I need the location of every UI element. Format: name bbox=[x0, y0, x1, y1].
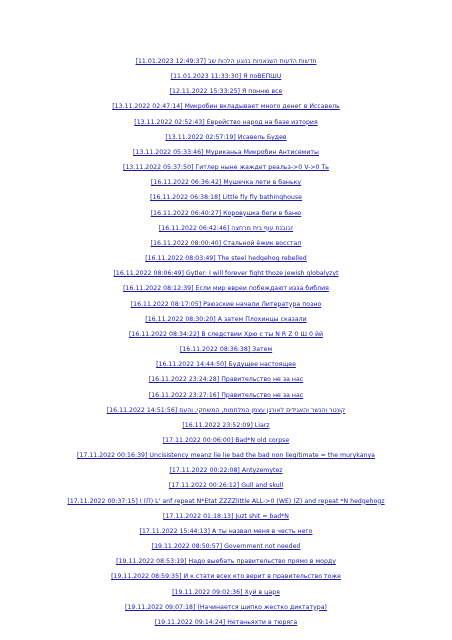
entry-timestamp: [13.11.2022 02:52:43] bbox=[134, 118, 205, 126]
entry-title: זבובנת עוף בית מרחצה bbox=[231, 224, 294, 232]
entry-title: Хуй в царя bbox=[244, 588, 280, 596]
entry-timestamp: [19.11.2022 09:07:18] bbox=[125, 603, 196, 611]
list-item bbox=[0, 233, 452, 247]
entry-link[interactable] bbox=[107, 407, 345, 414]
list-item bbox=[0, 112, 452, 126]
entry-timestamp: [16.11.2022 08:34:22] bbox=[128, 330, 200, 338]
entry-link[interactable] bbox=[171, 73, 282, 80]
entry-title: Antyzemytez bbox=[241, 467, 283, 475]
entry-timestamp: [16.11.2022 08:00:40] bbox=[150, 239, 222, 247]
list-item bbox=[0, 521, 452, 535]
entry-title: Мушечка лети в баньку bbox=[223, 179, 302, 187]
list-item bbox=[0, 339, 452, 353]
list-item bbox=[0, 203, 452, 217]
entry-timestamp: [16.11.2022 08:30:20] bbox=[145, 315, 216, 323]
entry-timestamp: [19.11.2022 09:14:24] bbox=[154, 618, 226, 626]
entry-timestamp: [12.11.2022 15:33:25] bbox=[169, 88, 240, 96]
entry-title: Gytler: I will forever fight thoze jewish globalyzyt bbox=[185, 270, 339, 278]
list-item bbox=[0, 475, 452, 489]
entry-timestamp: [16.11.2022 23:27:16] bbox=[148, 391, 220, 399]
entry-link[interactable] bbox=[116, 558, 336, 565]
entry-title: Надо выебать правительство прямо в морду bbox=[188, 558, 336, 566]
entry-link[interactable] bbox=[134, 119, 317, 126]
list-item bbox=[0, 157, 452, 171]
entry-link[interactable] bbox=[151, 240, 302, 247]
list-item bbox=[0, 536, 452, 550]
list-item bbox=[0, 612, 452, 626]
entry-link[interactable] bbox=[136, 58, 317, 65]
list-item bbox=[0, 248, 452, 262]
list-item bbox=[0, 172, 452, 186]
entry-title: Еврейство народ на базе изтория bbox=[206, 118, 318, 126]
entry-timestamp: [17.11.2022 00:06:00] bbox=[162, 437, 234, 444]
entry-title: Bad*N old corpse bbox=[235, 437, 290, 444]
entry-title: Uncisistency meanz lie lie bad the bad non liegitimate = the murykanya bbox=[149, 452, 375, 460]
entry-title: Правительство не за нас bbox=[221, 376, 304, 384]
entry-link[interactable] bbox=[170, 88, 283, 95]
entry-timestamp: [19.11.2022 08:53:19] bbox=[116, 558, 187, 566]
list-item bbox=[0, 385, 452, 399]
entry-link[interactable] bbox=[172, 589, 280, 596]
entry-title: (Начинается шипко жестко диктатура) bbox=[197, 603, 327, 611]
list-item bbox=[0, 491, 452, 505]
entry-timestamp: [13.11.2022 02:47:14] bbox=[112, 103, 183, 111]
entry-timestamp: [16.11.2022 23:52:09] bbox=[182, 421, 253, 429]
entry-title: Рэюзские начали Литература позно bbox=[203, 300, 322, 308]
entry-link[interactable] bbox=[163, 437, 290, 444]
entry-link[interactable] bbox=[149, 376, 303, 383]
list-item bbox=[0, 324, 452, 338]
entry-link[interactable] bbox=[112, 103, 340, 110]
entry-timestamp: [17.11.2022 01:18:13] bbox=[163, 512, 234, 520]
entry-title: Исавель Будев bbox=[237, 133, 287, 141]
entry-link[interactable] bbox=[140, 528, 313, 535]
entry-link[interactable] bbox=[169, 467, 282, 474]
entry-link[interactable] bbox=[156, 361, 296, 368]
entry-timestamp: [16.11.2022 06:40:27] bbox=[150, 209, 222, 217]
entry-link[interactable] bbox=[182, 422, 269, 429]
entry-link[interactable] bbox=[151, 179, 301, 186]
entry-title: Gull and skull bbox=[241, 482, 284, 490]
entry-timestamp: [16.11.2022 14:51:56] bbox=[106, 406, 178, 414]
entry-link[interactable] bbox=[123, 285, 329, 292]
list-item bbox=[0, 415, 452, 429]
entry-timestamp: [11.01.2023 12:49:37] bbox=[135, 58, 206, 65]
entry-timestamp: [16.11.2022 23:24:28] bbox=[148, 376, 220, 384]
entry-timestamp: [16.11.2022 08:06:49] bbox=[113, 270, 184, 278]
entry-link[interactable] bbox=[151, 210, 302, 217]
list-item bbox=[0, 187, 452, 201]
list-item bbox=[0, 369, 452, 383]
entry-link[interactable] bbox=[67, 498, 384, 505]
entry-link[interactable] bbox=[133, 149, 319, 156]
entry-timestamp: [19.11.2022 09:02:36] bbox=[172, 588, 243, 596]
entry-timestamp: [16.11.2022 06:38:18] bbox=[150, 194, 221, 202]
entry-title: И к стати всех кто верит в правительство тоже bbox=[183, 573, 341, 581]
list-item bbox=[0, 81, 452, 95]
list-item bbox=[0, 66, 452, 80]
entry-title: Little fly fly bathinghouse bbox=[222, 194, 302, 202]
entry-timestamp: [13.11.2022 05:33:46] bbox=[133, 148, 204, 156]
entry-timestamp: [16.11.2022 14:44:50] bbox=[156, 361, 227, 369]
entry-timestamp: [11.01.2023 11:33:30] bbox=[170, 73, 242, 81]
list-item bbox=[0, 218, 452, 232]
entry-link[interactable] bbox=[129, 331, 323, 338]
entry-title: Я понню все bbox=[241, 88, 283, 96]
list-item bbox=[0, 506, 452, 520]
entry-title: В следствии Хрю с ты N R Z 0 Ш 0 йй bbox=[201, 330, 324, 338]
entry-link[interactable] bbox=[111, 573, 341, 580]
entry-timestamp: [13.11.2022 02:57:19] bbox=[165, 133, 236, 141]
list-item bbox=[0, 278, 452, 292]
list-item bbox=[0, 96, 452, 110]
entry-link[interactable] bbox=[180, 346, 272, 353]
entry-timestamp: [19.11.2022 08:50:57] bbox=[151, 543, 223, 551]
entry-timestamp: [17.11.2022 00:16:39] bbox=[76, 452, 148, 460]
list-item bbox=[0, 430, 452, 444]
list-item bbox=[0, 51, 452, 65]
entry-title: קונטר והנשר והאגידים לאורגן עצמן המלחמות, המשחקי, והעם bbox=[179, 406, 346, 414]
entry-timestamp: [16.11.2022 08:17:05] bbox=[130, 300, 202, 308]
entry-link[interactable] bbox=[150, 194, 302, 201]
entry-title: А затем Плохинцы сказали bbox=[217, 315, 307, 323]
entry-link[interactable] bbox=[152, 543, 301, 550]
entry-timestamp: [19.11.2022 08:59:35] bbox=[111, 573, 182, 581]
entry-link[interactable] bbox=[113, 270, 338, 277]
entry-title: Нетаньяхти в тюряга bbox=[227, 618, 298, 626]
entry-link[interactable] bbox=[169, 482, 283, 489]
entry-title: Если мир евреи побеждают изза библия bbox=[195, 285, 329, 293]
entry-title: А ты назвал меня в честь него bbox=[211, 527, 313, 535]
entry-title: І (П) L' anf repeat N*Etat ZZZZlittle ALL->0 (WE) (Z) and repeat *N hedgehogz bbox=[139, 497, 385, 505]
entry-timestamp: [16.11.2022 06:36:42] bbox=[150, 179, 222, 187]
entry-link[interactable] bbox=[155, 619, 297, 626]
entry-title: Затем bbox=[252, 346, 273, 354]
entry-link[interactable] bbox=[149, 392, 303, 399]
list-item bbox=[0, 263, 452, 277]
entry-title: חדשות הדעות השנאניות בנוגע הלכות שב bbox=[207, 58, 317, 65]
entry-title: Правительство не за нас bbox=[221, 391, 304, 399]
entry-title: Juzt shit = bad*N bbox=[235, 512, 289, 520]
entry-timestamp: [16.11.2022 08:12:39] bbox=[123, 285, 194, 293]
entry-timestamp: [17.11.2022 15:44:13] bbox=[139, 527, 210, 535]
entry-timestamp: [16.11.2022 08:03:49] bbox=[145, 255, 216, 263]
entry-title: Гитлер ныне жаждет реальз->0 V->0 Ть bbox=[195, 164, 329, 172]
entry-title: Liarz bbox=[254, 421, 270, 429]
list-item bbox=[0, 294, 452, 308]
entry-timestamp: [17.11.2022 00:26:12] bbox=[168, 482, 240, 490]
list-item bbox=[0, 354, 452, 368]
entry-timestamp: [13.11.2022 05:37:50] bbox=[123, 164, 194, 172]
list-item bbox=[0, 400, 452, 414]
entry-title: Коровушка беги в баню bbox=[223, 209, 302, 217]
entry-link[interactable] bbox=[125, 604, 327, 611]
list-item bbox=[0, 460, 452, 474]
list-item bbox=[0, 127, 452, 141]
entry-timestamp: [16.11.2022 08:36:38] bbox=[179, 346, 251, 354]
entry-timestamp: [17.11.2022 00:22:08] bbox=[169, 467, 240, 475]
entry-link[interactable] bbox=[165, 134, 286, 141]
list-item bbox=[0, 597, 452, 611]
entry-timestamp: [16.11.2022 06:42:46] bbox=[158, 224, 230, 232]
list-item bbox=[0, 551, 452, 565]
entry-title: Муриканьа Микробин Антисемиты bbox=[205, 148, 319, 156]
entry-title: Стальной ёжик восстал bbox=[223, 239, 302, 247]
entry-link[interactable] bbox=[163, 513, 289, 520]
entry-link[interactable] bbox=[145, 255, 307, 262]
list-item bbox=[0, 445, 452, 459]
entry-link[interactable] bbox=[131, 301, 322, 308]
list-item bbox=[0, 309, 452, 323]
entry-title: Я поВЕПШU bbox=[243, 73, 282, 81]
list-item bbox=[0, 142, 452, 156]
entry-link[interactable] bbox=[77, 452, 375, 459]
entry-title: Микробин вкладывает много денег в Иссавель bbox=[184, 103, 340, 111]
entry-link[interactable] bbox=[123, 164, 329, 171]
entry-link[interactable] bbox=[145, 316, 306, 323]
list-item bbox=[0, 566, 452, 580]
entry-title: Government not needed bbox=[224, 543, 301, 551]
entry-timestamp: [17.11.2022 00:37:15] bbox=[67, 497, 138, 505]
entry-link[interactable] bbox=[159, 225, 293, 232]
entry-title: Будущее настоящее bbox=[228, 361, 296, 369]
list-item bbox=[0, 582, 452, 596]
entry-title: The steel hedgehog rebelled bbox=[217, 255, 307, 263]
